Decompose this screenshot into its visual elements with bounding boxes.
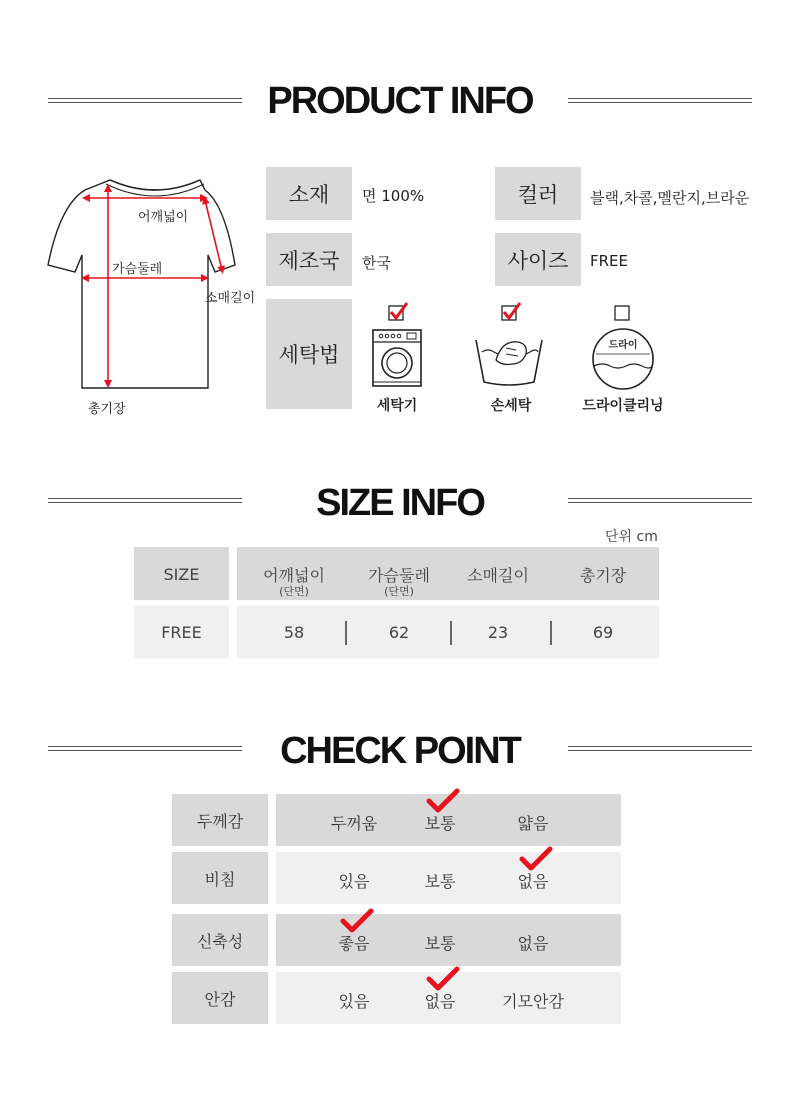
check-point-option: 보통 bbox=[424, 934, 456, 953]
check-mark-icon bbox=[426, 966, 460, 994]
product-info-title: PRODUCT INFO bbox=[267, 80, 533, 122]
size-header-4: 총기장 bbox=[579, 566, 627, 585]
wash-checkbox-3 bbox=[612, 301, 634, 323]
check-point-label: 안감 bbox=[172, 972, 268, 1024]
check-point-option: 있음 bbox=[338, 872, 370, 891]
material-value: 면 100% bbox=[362, 187, 425, 205]
material-label: 소재 bbox=[266, 167, 352, 220]
size-cell-0: FREE bbox=[161, 623, 202, 642]
size-header-1: 어깨넓이 bbox=[263, 566, 325, 585]
origin-value: 한국 bbox=[362, 254, 391, 272]
color-value: 블랙,차콜,멜란지,브라운 bbox=[590, 189, 750, 207]
diagram-label-length: 총기장 bbox=[88, 402, 126, 417]
origin-label: 제조국 bbox=[266, 233, 352, 286]
check-point-option: 없음 bbox=[424, 992, 456, 1011]
check-point-label: 신축성 bbox=[172, 914, 268, 966]
check-point-option: 좋음 bbox=[338, 934, 370, 953]
wash-checkbox-1 bbox=[387, 301, 409, 323]
check-point-option: 기모안감 bbox=[502, 992, 564, 1011]
size-value: FREE bbox=[590, 252, 629, 270]
washing-machine-icon bbox=[371, 328, 423, 388]
check-point-option: 보통 bbox=[424, 872, 456, 891]
size-cell-2: 62 bbox=[388, 623, 410, 642]
size-info-title: SIZE INFO bbox=[316, 482, 484, 524]
check-point-option: 두꺼움 bbox=[330, 814, 378, 833]
check-point-title: CHECK POINT bbox=[280, 730, 520, 772]
check-point-option: 있음 bbox=[338, 992, 370, 1011]
check-mark-icon bbox=[340, 908, 374, 936]
hand-wash-icon bbox=[472, 330, 546, 390]
size-label: 사이즈 bbox=[495, 233, 581, 286]
check-mark-icon bbox=[426, 788, 460, 816]
header-rule-right bbox=[568, 498, 752, 503]
dry-clean-icon-text: 드라이 bbox=[608, 340, 638, 351]
check-mark-icon bbox=[519, 846, 553, 874]
diagram-label-sleeve: 소매길이 bbox=[205, 291, 256, 306]
header-rule-right bbox=[568, 746, 752, 751]
size-cell-4: 69 bbox=[592, 623, 614, 642]
size-divider bbox=[345, 621, 347, 645]
check-point-label: 비침 bbox=[172, 852, 268, 904]
size-divider bbox=[550, 621, 552, 645]
diagram-label-chest: 가슴둘레 bbox=[112, 262, 163, 277]
wash-option-label-2: 손세탁 bbox=[490, 398, 532, 414]
wash-checkbox-2 bbox=[500, 301, 522, 323]
wash-option-label-3: 드라이클리닝 bbox=[582, 398, 664, 414]
size-subheader-2: (단면) bbox=[384, 585, 414, 598]
check-point-option: 없음 bbox=[517, 934, 549, 953]
wash-label: 세탁법 bbox=[266, 299, 352, 409]
header-rule-right bbox=[568, 98, 752, 103]
diagram-label-shoulder: 어깨넓이 bbox=[138, 210, 189, 225]
check-point-option: 얇음 bbox=[517, 814, 549, 833]
check-point-label: 두께감 bbox=[172, 794, 268, 846]
wash-option-label-1: 세탁기 bbox=[376, 398, 418, 414]
size-subheader-1: (단면) bbox=[279, 585, 309, 598]
size-cell-3: 23 bbox=[487, 623, 509, 642]
check-point-option: 없음 bbox=[517, 872, 549, 891]
size-header-0: SIZE bbox=[163, 565, 200, 584]
size-header-2: 가슴둘레 bbox=[368, 566, 430, 585]
size-header-3: 소매길이 bbox=[467, 566, 529, 585]
size-cell-1: 58 bbox=[283, 623, 305, 642]
size-unit: 단위 cm bbox=[605, 529, 658, 545]
check-point-option: 보통 bbox=[424, 814, 456, 833]
color-label: 컬러 bbox=[495, 167, 581, 220]
